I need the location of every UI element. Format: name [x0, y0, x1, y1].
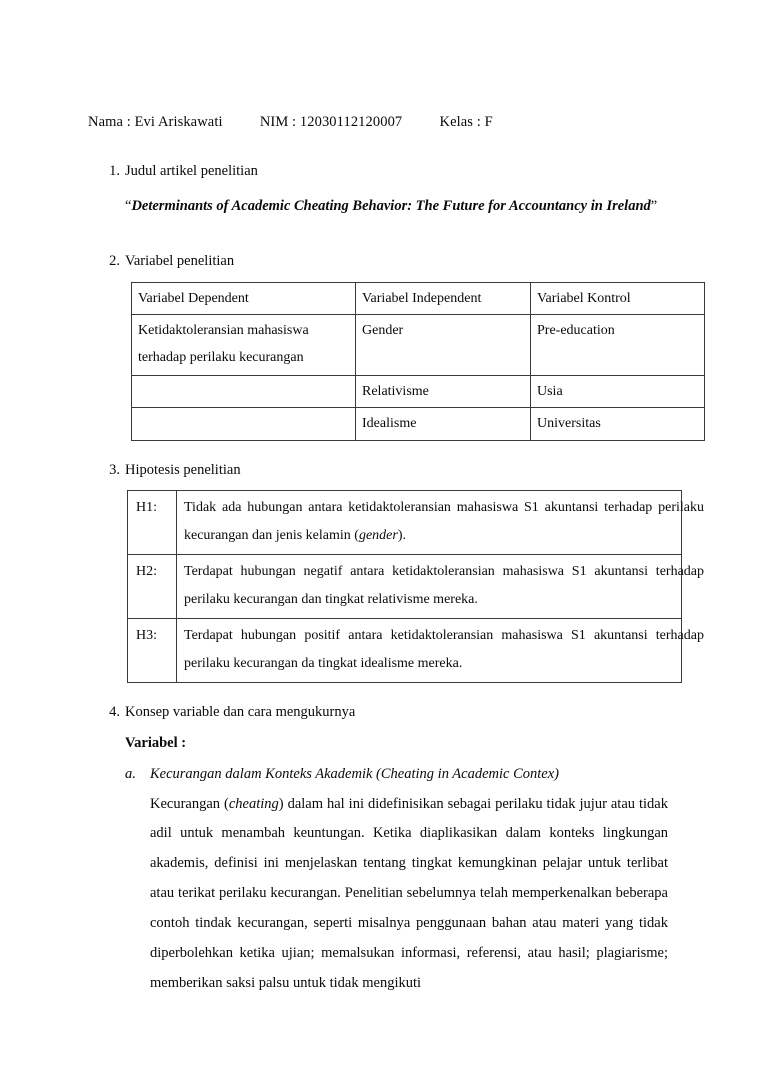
spacer: [88, 441, 682, 460]
section-2-number: 2.: [109, 252, 120, 269]
h1-text-a: Tidak ada hubungan antara ketidaktoleransian mahasiswa S1 akuntansi terhadap perilaku kecurangan dan jenis kelamin (: [184, 500, 704, 544]
table-row: [132, 314, 705, 375]
variabel-bold-label: Variabel :: [125, 735, 187, 752]
cell-dependent-1-line2: terhadap perilaku kecurangan: [138, 350, 304, 366]
hypothesis-text-h3-inner: Terdapat hubungan positif antara ketidaktoleransian mahasiswa S1 akuntansi terhadap perilaku kecurangan da tingkat idealisme mereka.: [184, 628, 704, 672]
paragraph-part2: ) dalam hal ini didefinisikan sebagai perilaku tidak jujur atau tidak adil untuk menambah keuntungan. Ketika diaplikasikan dalam konteks lingkungan akademis, definisi ini menjelaskan tentang tingkat kemungkinan pelajar untuk terlibat atau terikat perilaku kecurangan. Penelitian sebelumnya telah memperkenalkan beberapa contoh tindak kecurangan, seperti misalnya penggunaan bahan atau materi yang tidak diperbolehkan ketika ujian; memalsukan informasi, referensi, atau hasil; plagiarisme; memberikan saksi palsu untuk tidak mengikuti: [150, 795, 668, 991]
header-kontrol: Variabel Kontrol: [531, 282, 705, 314]
paragraph-italic-cheating: cheating: [228, 795, 279, 812]
hypothesis-text-h3: [177, 619, 704, 683]
hypothesis-text-h1-inner: [184, 494, 704, 550]
table-row: [128, 619, 682, 683]
table-row: [132, 375, 705, 407]
article-title: [125, 192, 678, 221]
hypothesis-label-h3: H3:: [128, 619, 177, 683]
table-row: [128, 491, 682, 555]
sub-item-a: [125, 764, 682, 786]
section-3-hipotesis: [88, 460, 682, 482]
spacer: [88, 221, 682, 251]
cell-independent-2: Relativisme: [356, 375, 531, 407]
hypothesis-text-h2: [177, 555, 704, 619]
cell-independent-1: Gender: [356, 314, 531, 375]
hypothesis-text-h1: [177, 491, 704, 555]
open-quote: “: [125, 197, 132, 214]
hypothesis-table: [127, 490, 704, 683]
table-row: [132, 408, 705, 440]
hypothesis-label-h1: H1:: [128, 491, 177, 555]
identity-line: Nama : Evi Ariskawati NIM : 12030112120007 Kelas : F: [88, 114, 493, 130]
table-header-row: [132, 282, 705, 314]
section-1-judul: [88, 161, 682, 183]
table-row: [128, 555, 682, 619]
section-2-variabel: [88, 251, 682, 273]
spacer: [88, 131, 682, 161]
cell-kontrol-1: Pre-education: [531, 314, 705, 375]
cell-dependent-3: [132, 408, 356, 440]
article-title-text: Determinants of Academic Cheating Behavior: The Future for Accountancy in Ireland: [131, 197, 651, 214]
document-content: [88, 113, 704, 999]
sub-item-a-marker: a.: [125, 765, 136, 782]
section-3-heading: Hipotesis penelitian: [125, 461, 241, 478]
section-4-konsep: [88, 702, 682, 724]
sub-item-a-title: Kecurangan dalam Konteks Akademik (Cheating in Academic Contex): [150, 765, 560, 782]
cell-kontrol-2: Usia: [531, 375, 705, 407]
hypothesis-label-h2: H2:: [128, 555, 177, 619]
h1-text-italic: gender: [358, 528, 398, 544]
header-dependent: Variabel Dependent: [132, 282, 356, 314]
cell-dependent-1: [132, 314, 356, 375]
cell-dependent-1-line1: Ketidaktoleransian mahasiswa: [138, 322, 309, 338]
body-paragraph-kecurangan: [150, 790, 668, 999]
cell-kontrol-3: Universitas: [531, 408, 705, 440]
cell-independent-3: Idealisme: [356, 408, 531, 440]
section-1-heading: Judul artikel penelitian: [125, 163, 258, 180]
paragraph-part1: Kecurangan (: [150, 795, 229, 812]
spacer: [88, 755, 682, 764]
header-independent: Variabel Independent: [356, 282, 531, 314]
section-1-number: 1.: [109, 163, 120, 180]
section-4-number: 4.: [109, 704, 120, 721]
section-2-heading: Variabel penelitian: [125, 252, 235, 269]
variable-table: [131, 282, 705, 441]
spacer: [88, 683, 682, 702]
section-3-number: 3.: [109, 461, 120, 478]
section-4-heading: Konsep variable dan cara mengukurnya: [125, 704, 356, 721]
cell-dependent-2: [132, 375, 356, 407]
spacer: [88, 724, 682, 733]
h1-text-b: ).: [397, 528, 406, 544]
close-quote: ”: [650, 197, 658, 214]
hypothesis-text-h2-inner: Terdapat hubungan negatif antara ketidaktoleransian mahasiswa S1 akuntansi terhadap perilaku kecurangan dan tingkat relativisme mereka.: [184, 564, 704, 608]
